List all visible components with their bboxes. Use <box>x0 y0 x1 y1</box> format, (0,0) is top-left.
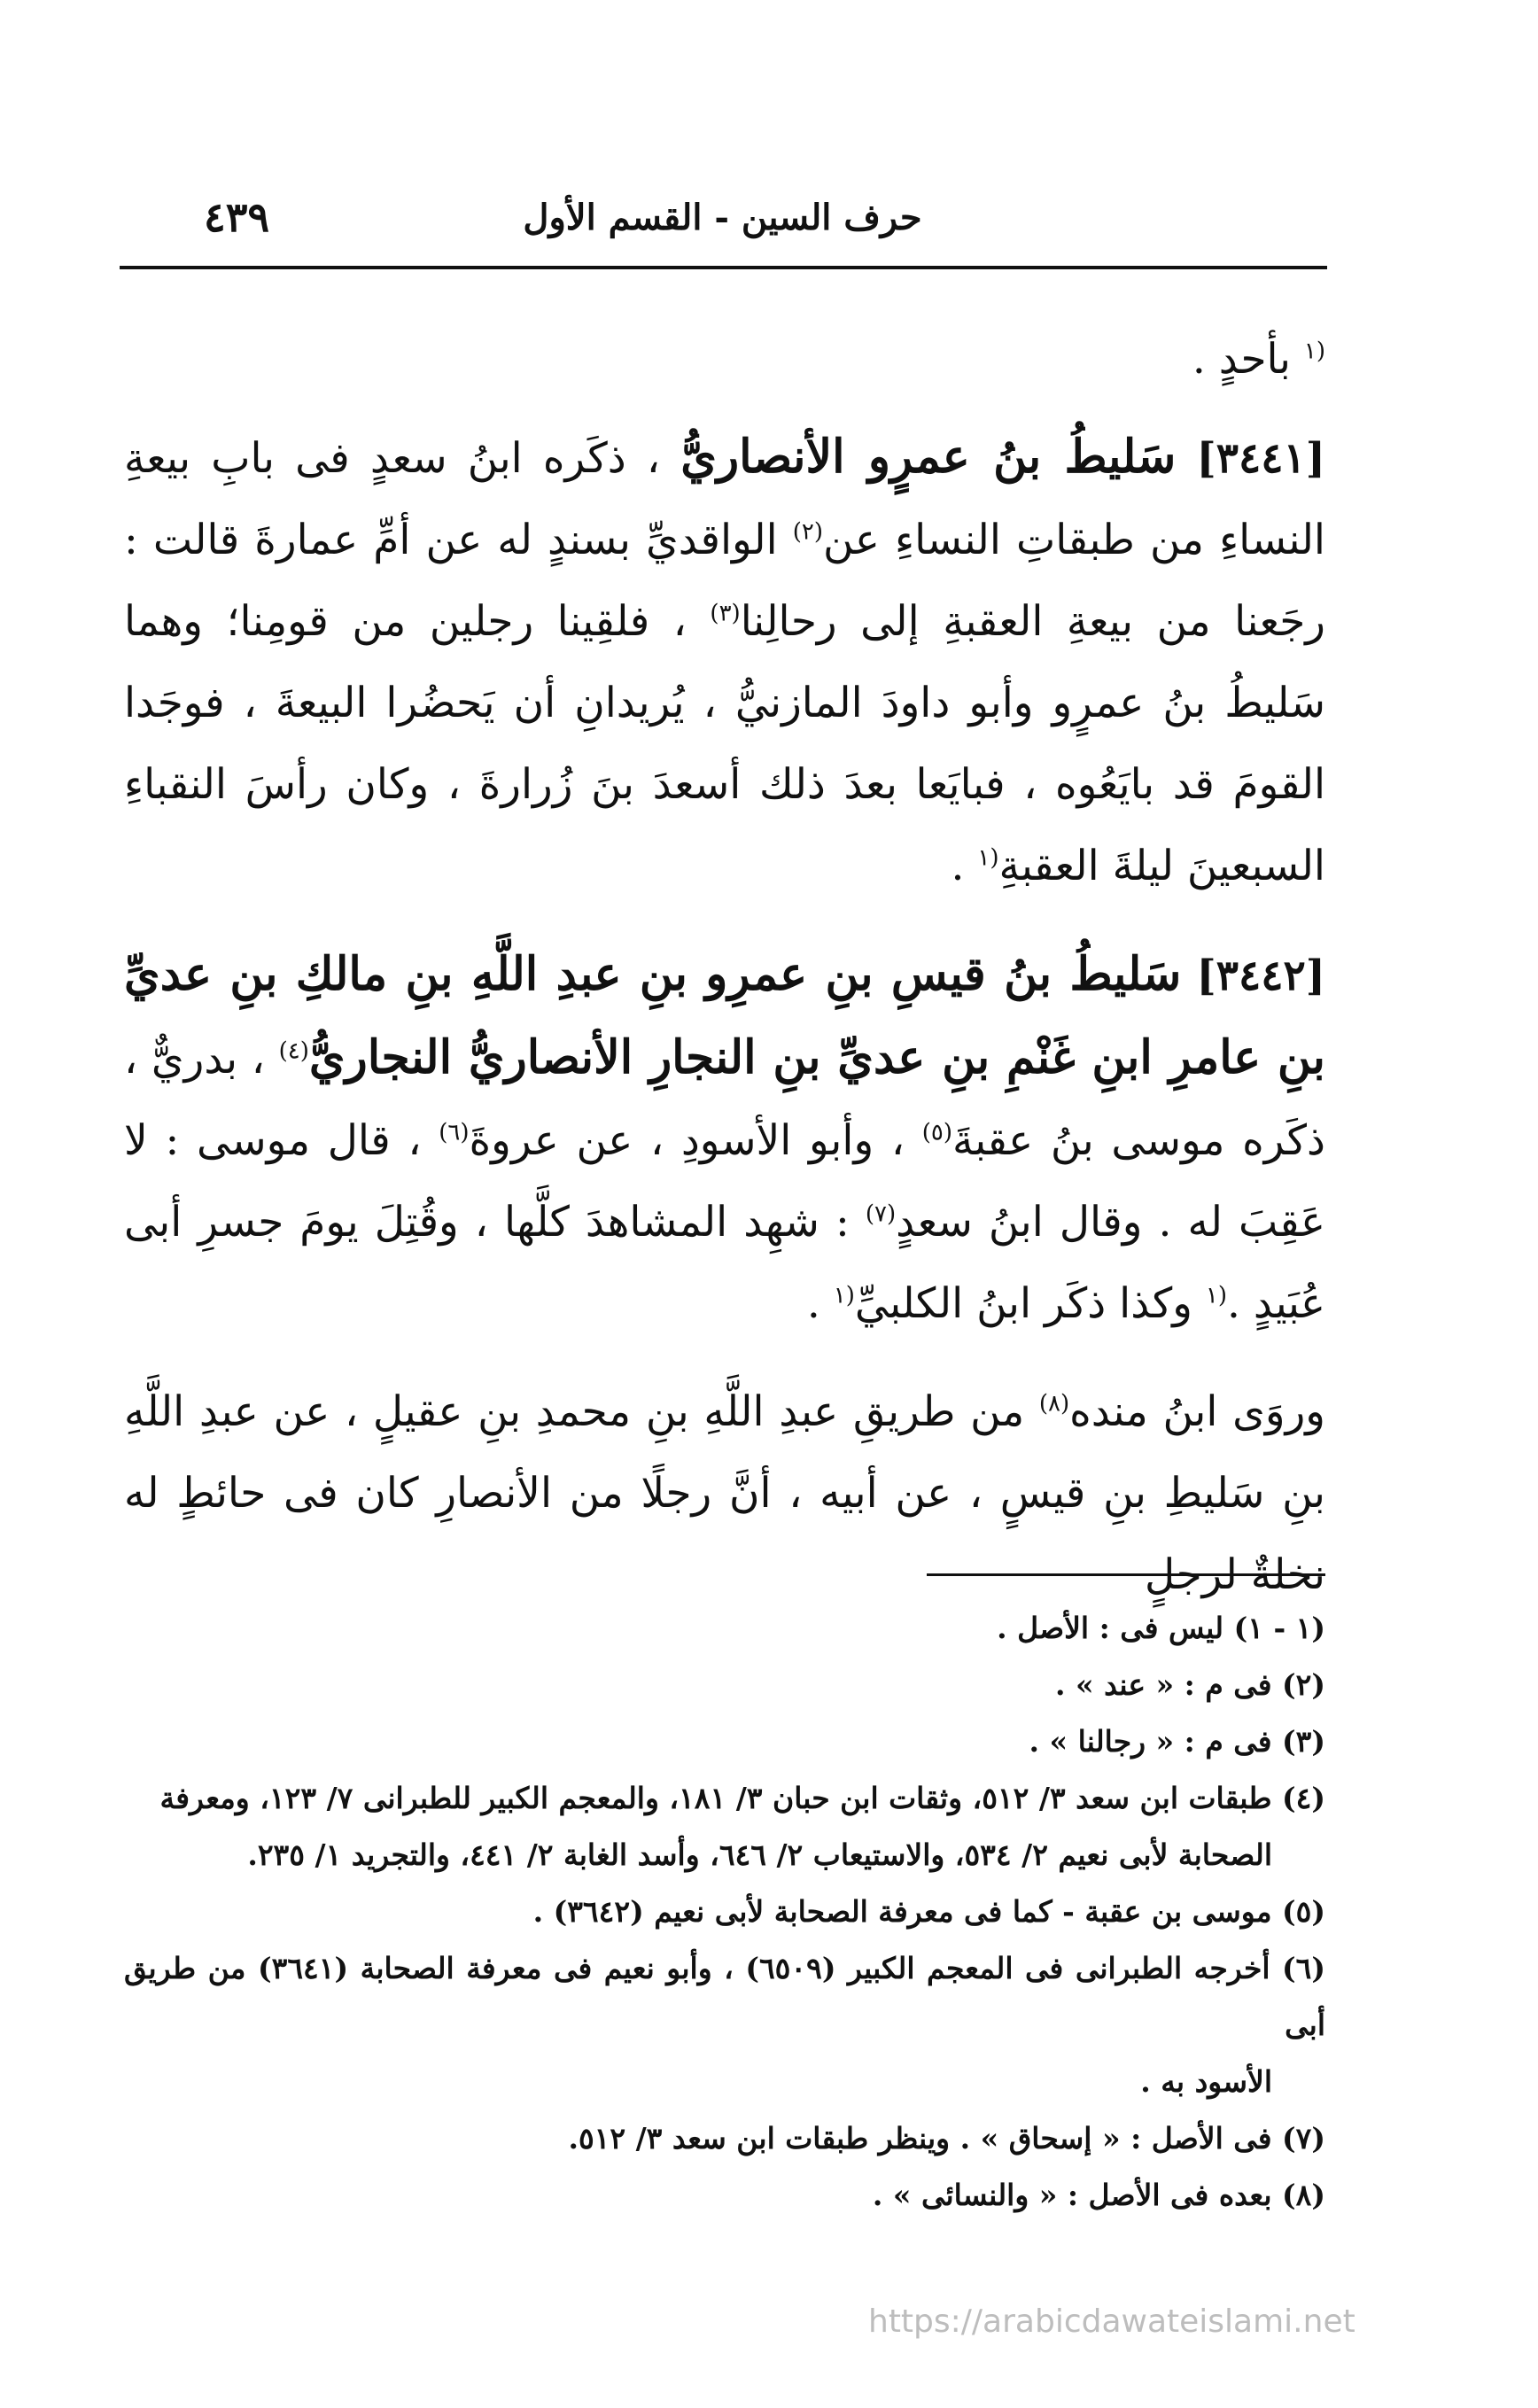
footnote: (٤) طبقات ابن سعد ٣/ ٥١٢، وثقات ابن حبان ٣/ ١٨١، والمعجم الكبير للطبرانى ٧/ ١٢٣، ومعرفة <box>159 1781 1325 1815</box>
main-text <box>124 319 1325 1616</box>
entry-number: [٣٤٤١] <box>1196 434 1325 483</box>
entry-number: [٣٤٤٢] <box>1196 952 1325 1000</box>
footnote-marker: (١ <box>977 844 999 872</box>
paragraph-continuation: $^{(١}$ بأحدٍ . <box>1192 335 1325 384</box>
page-header <box>120 186 1325 248</box>
footnote-marker: (٤) <box>278 1037 309 1065</box>
page-number: ٤٣٩ <box>204 193 270 241</box>
footnote-marker: (٣) <box>710 600 741 627</box>
footnote: (٣) فى م : « رجالنا » . <box>1029 1724 1325 1759</box>
footnote-continuation: الأسود به . <box>1140 2064 1272 2099</box>
entry-3442: [٣٤٤٢] سَليطُ بنُ قيسِ بنِ عمرِو بنِ عبدِ اللَّهِ بنِ مالكِ بنِ عديِّ بنِ عامرِ ابنِ غَنْمِ بنِ عديِّ بنِ النجارِ الأنصاريُّ النجاريُّ$^{(٤)}$ ، بدريٌّ ، ذكَره موسى بنُ عقبةَ$^{(٥)}$ ، وأبو الأسودِ ، عن عروةَ$^{(٦)}$ ، قال موسى : لا عَقِبَ له . وقال ابنُ سعدٍ$^{(٧)}$ : شهِد المشاهدَ كلَّها ، وقُتِلَ يومَ جسرِ أبى عُبَيدٍ .$^{(١}$ وكذا ذكَر ابنُ الكلبيِّ$^{(١}$ . <box>124 947 1325 1328</box>
footnote: (٨) بعده فى الأصل : « والنسائى » . <box>872 2178 1325 2212</box>
footnote-marker: (٨) <box>1038 1390 1070 1418</box>
entry-name: سَليطُ بنُ قيسِ بنِ عمرِو بنِ عبدِ اللَّهِ بنِ مالكِ بنِ عديِّ بنِ عامرِ ابنِ غَنْمِ بنِ عديِّ بنِ النجارِ الأنصاريُّ النجاريُّ <box>124 947 1325 1084</box>
footnote-marker: (١ <box>833 1282 855 1309</box>
footnote-continuation: الصحابة لأبى نعيم ٢/ ٥٣٤، والاستيعاب ٢/ ٦٤٦، وأسد الغابة ٢/ ٤٤١، والتجريد ١/ ٢٣٥. <box>247 1837 1272 1872</box>
footnote-marker: (٥) <box>921 1119 952 1146</box>
footnote: (١ - ١) ليس فى : الأصل . <box>997 1611 1325 1645</box>
entry-name: سَليطُ بنُ عمرٍو الأنصاريُّ <box>680 430 1177 484</box>
footnote: (٧) فى الأصل : « إسحاق » . وينظر طبقات ابن سعد ٣/ ٥١٢. <box>568 2121 1325 2156</box>
footnote-marker: (١ <box>1205 1282 1228 1309</box>
footnote: (٢) فى م : « عند » . <box>1055 1667 1325 1702</box>
header-rule <box>120 266 1327 269</box>
footnote: (٦) أخرجه الطبرانى فى المعجم الكبير (٦٥٠٩) ، وأبو نعيم فى معرفة الصحابة (٣٦٤١) من طريق أبى <box>124 1951 1325 2042</box>
watermark-url: https://arabicdawateislami.net <box>868 2303 1355 2340</box>
footnotes <box>124 1600 1325 2224</box>
entry-3441: [٣٤٤١] سَليطُ بنُ عمرٍو الأنصاريُّ ، ذكَره ابنُ سعدٍ فى بابِ بيعةِ النساءِ من طبقاتِ النساءِ عن$^{(٢)}$ الواقديِّ بسندٍ له عن أمِّ عمارةَ قالت : رجَعنا من بيعةِ العقبةِ إلى رحالِنا$^{(٣)}$ ، فلقِينا رجلين من قومِنا؛ وهما سَليطُ بنُ عمرٍو وأبو داودَ المازنيُّ ، يُريدانِ أن يَحضُرا البيعةَ ، فوجَدا القومَ قد بايَعُوه ، فبايَعا بعدَ ذلك أسعدَ بنَ زُرارةَ ، وكان رأسَ النقباءِ السبعينَ ليلةَ العقبةِ$^{(١}$ . <box>124 430 1325 890</box>
footnote-marker: (٢) <box>792 518 824 546</box>
footnote-marker: (٦) <box>439 1119 470 1146</box>
footnote-rule <box>927 1573 1325 1576</box>
footnote: (٥) موسى بن عقبة - كما فى معرفة الصحابة لأبى نعيم (٣٦٤٢) . <box>532 1894 1325 1929</box>
footnote-marker: (٧) <box>865 1200 897 1228</box>
footnote-marker: (١ <box>1303 338 1325 365</box>
paragraph-riwaya: وروَى ابنُ منده$^{(٨)}$ من طريقِ عبدِ اللَّهِ بنِ محمدِ بنِ عقيلٍ ، عن عبدِ اللَّهِ بنِ سَليطِ بنِ قيسٍ ، عن أبيه ، أنَّ رجلًا من الأنصارِ كان فى حائطٍ له نخلةٌ لرجلٍ <box>124 1387 1325 1599</box>
running-title: حرف السين - القسم الأول <box>523 197 922 238</box>
